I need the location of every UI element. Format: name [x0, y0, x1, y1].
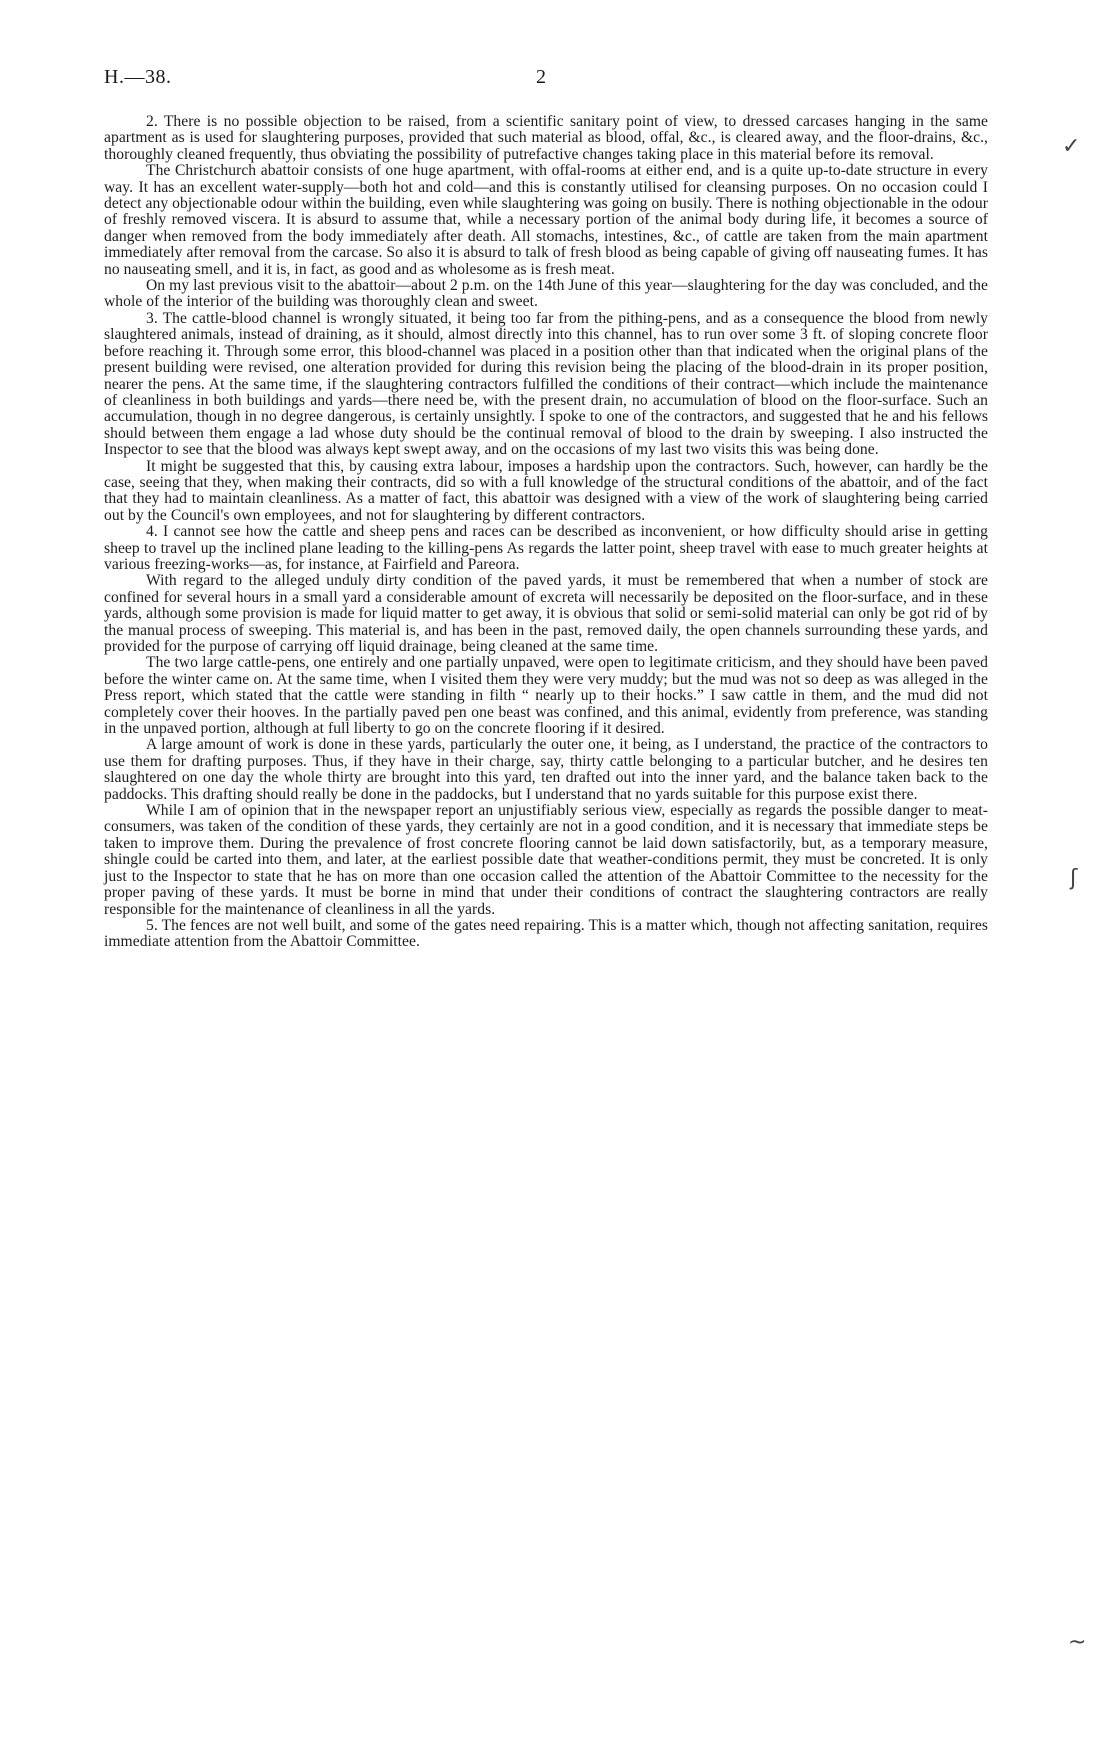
paragraph-4: 3. The cattle-blood channel is wrongly situated, it being too far from the pithing-pens, and as a consequence the blood from newly slaughtered animals, instead of draining, as it should, almost directly into this channel, has to run over some 3 ft. of sloping concrete floor before reaching it. Through some error, this blood-channel was placed in a position other than that indicated when the original plans of the present building were revised, one alteration provided for during this revision being the placing of the blood-drain in its proper position, nearer the pens. At the same time, if the slaughtering contractors fulfilled the conditions of their contract—which include the maintenance of cleanliness in both buildings and yards—there need be, with the present drain, no accumulation of blood on the floor-surface. Such an accumulation, though in no degree dangerous, is certainly unsightly. I spoke to one of the contractors, and suggested that he and his fellows should between them engage a lad whose duty should be the continual removal of blood to the drain by sweeping. I also instructed the Inspector to see that the blood was always kept swept away, and on the occasions of my last two visits this was being done.	[104, 309, 988, 459]
paragraph-8: The two large cattle-pens, one entirely and one partially unpaved, were open to legitimate criticism, and they should have been paved before the winter came on. At the same time, when I visited them they were very muddy; but the mud was not so deep as was alleged in the Press report, which stated that the cattle were standing in filth “ nearly up to their hocks.” I saw cattle in them, and the mud did not completely cover their hooves. In the partially paved pen one beast was confined, and this animal, evidently from preference, was standing in the unpaved portion, although at full liberty to go on the concrete flooring if it desired.	[104, 654, 988, 738]
paragraph-3: On my last previous visit to the abattoir—about 2 p.m. on the 14th June of this year—slaughtering for the day was concluded, and the whole of the interior of the building was thoroughly clean and sweet.	[104, 277, 988, 311]
paragraph-9: A large amount of work is done in these yards, particularly the outer one, it being, as I understand, the practice of the contractors to use them for drafting purposes. Thus, if they have in their charge, say, thirty cattle belonging to a particular butcher, and he desires ten slaughtered on one day the whole thirty are brought into this yard, ten drafted out into the inner yard, and the balance taken back to the paddocks. This drafting should really be done in the paddocks, but I understand that no yards suitable for this purpose exist there.	[104, 736, 988, 803]
page-header	[104, 66, 984, 96]
paragraph-2: The Christchurch abattoir consists of one huge apartment, with offal-rooms at either end, and is a quite up-to-date structure in every way. It has an excellent water-supply—both hot and cold—and this is constantly utilised for cleansing purposes. On no occasion could I detect any objectionable odour within the building, even while slaughtering was going on busily. There is nothing objectionable in the odour of freshly removed viscera. It is absurd to assume that, while a necessary portion of the animal body during life, it becomes a source of danger when removed from the body immediately after death. All stomachs, intestines, &c., of cattle are taken from the main apartment immediately after removal from the carcase. So also it is absurd to talk of fresh blood as being capable of giving off nauseating fumes. It has no nauseating smell, and it is, in fact, as good and as wholesome as is fresh meat.	[104, 162, 988, 278]
margin-mark-icon: ʃ	[1070, 866, 1078, 891]
paragraph-10: While I am of opinion that in the newspaper report an unjustifiably serious view, especially as regards the possible danger to meat-consumers, was taken of the condition of these yards, they certainly are not in a good condition, and it is necessary that immediate steps be taken to improve them. During the prevalence of frost concrete flooring cannot be laid down satisfactorily, but, as a temporary measure, shingle could be carted into them, and later, at the earliest possible date that weather-conditions permit, they must be concreted. It is only just to the Inspector to state that he has on more than one occasion called the attention of the Abattoir Committee to the necessity for the proper paving of these yards. It must be borne in mind that under their conditions of contract the slaughtering contractors are really responsible for the maintenance of cleanliness in all the yards.	[104, 802, 988, 918]
margin-mark-icon: ~	[1068, 1630, 1087, 1655]
paragraph-11: 5. The fences are not well built, and some of the gates need repairing. This is a matter which, though not affecting sanitation, requires immediate attention from the Abattoir Committee.	[104, 916, 988, 951]
paragraph-6: 4. I cannot see how the cattle and sheep pens and races can be described as inconvenient, or how difficulty should arise in getting sheep to travel up the inclined plane leading to the killing-pens As regards the latter point, sheep travel with ease to much greater heights at various freezing-works—as, for instance, at Fairfield and Pareora.	[104, 523, 988, 573]
paragraph-7: With regard to the alleged unduly dirty condition of the paved yards, it must be remembered that when a number of stock are confined for several hours in a small yard a considerable amount of excreta will necessarily be deposited on the floor-surface, and in these yards, although some provision is made for liquid matter to get away, it is obvious that solid or semi-solid material can only be got rid of by the manual process of sweeping. This material is, and has been in the past, removed daily, the open channels surrounding these yards, and provided for the purpose of carrying off liquid drainage, being cleaned at the same time.	[104, 572, 988, 655]
document-body	[104, 114, 988, 951]
paragraph-5: It might be suggested that this, by causing extra labour, imposes a hardship upon the contractors. Such, however, can hardly be the case, seeing that they, when making their contracts, did so with a full knowledge of the structural conditions of the abattoir, and of the fact that they had to maintain cleanliness. As a matter of fact, this abattoir was designed with a view of the work of slaughtering being carried out by the Council's own employees, and not for slaughtering by different contractors.	[104, 457, 988, 524]
page-number: 2	[536, 66, 546, 88]
document-reference: H.—38.	[104, 66, 172, 88]
paragraph-1: 2. There is no possible objection to be raised, from a scientific sanitary point of view, to dressed carcases hanging in the same apartment as is used for slaughtering purposes, provided that such material as blood, offal, &c., is cleared away, and the floor-drains, &c., thoroughly cleaned frequently, thus obviating the possibility of putrefactive changes taking place in this material before its removal.	[104, 113, 988, 163]
margin-mark-icon: ✓	[1062, 134, 1081, 159]
